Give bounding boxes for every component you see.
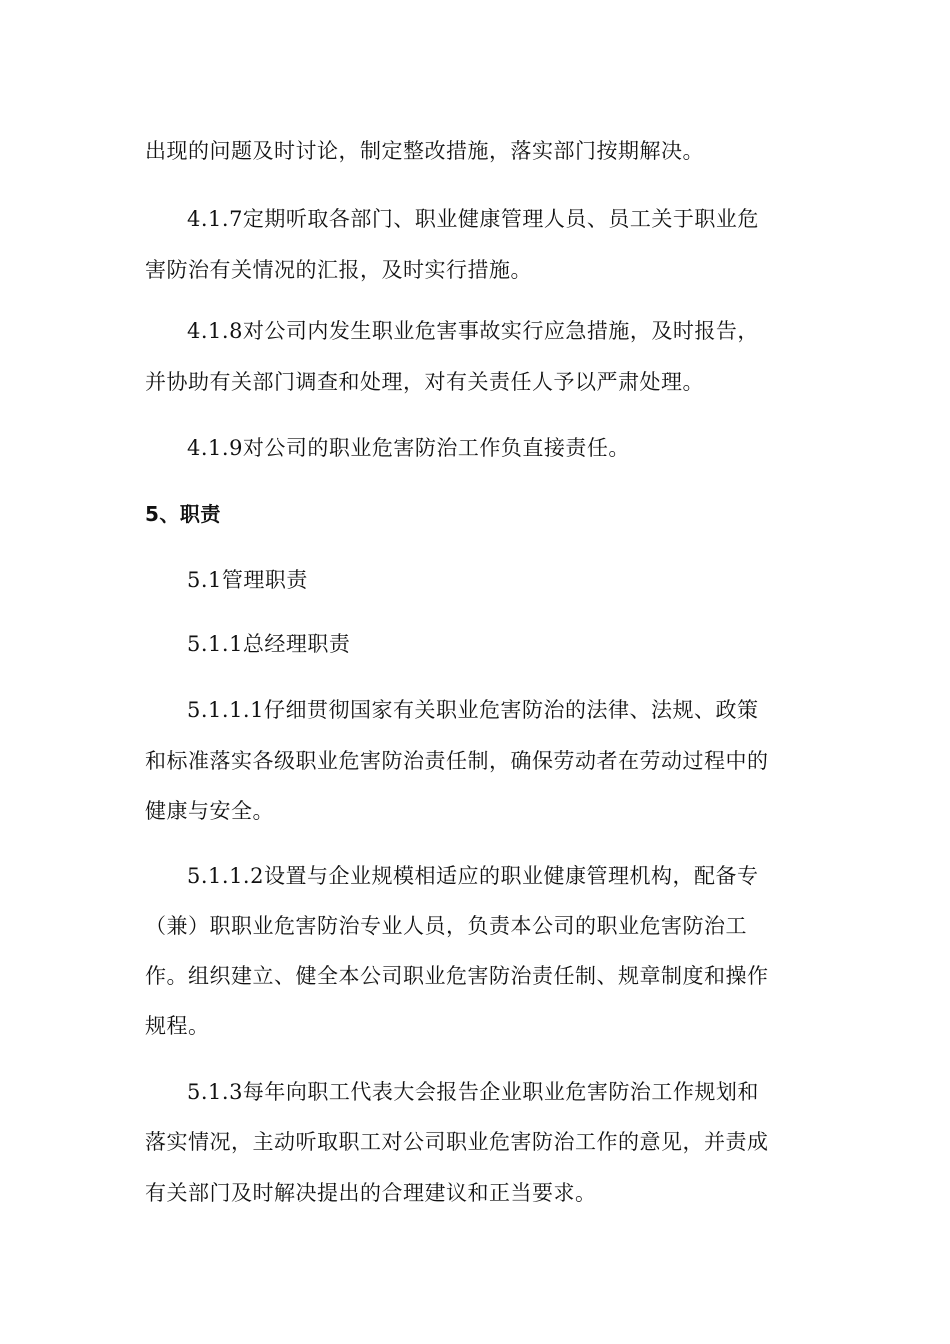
paragraph-line: 5.1.1.2设置与企业规模相适应的职业健康管理机构，配备专: [187, 864, 759, 888]
paragraph-line: 4.1.9对公司的职业危害防治工作负直接责任。: [187, 436, 630, 460]
paragraph-line: 害防治有关情况的汇报，及时实行措施。: [145, 258, 532, 282]
paragraph-line: 健康与安全。: [145, 799, 274, 823]
paragraph-line: 4.1.7定期听取各部门、职业健康管理人员、员工关于职业危: [187, 207, 759, 231]
subsection-heading: 5.1.1总经理职责: [187, 632, 351, 656]
paragraph-line: 4.1.8对公司内发生职业危害事故实行应急措施，及时报告，: [187, 319, 759, 343]
paragraph-line: 规程。: [145, 1014, 210, 1038]
paragraph-line: （兼）职职业危害防治专业人员，负责本公司的职业危害防治工: [145, 914, 747, 938]
paragraph-line: 作。组织建立、健全本公司职业危害防治责任制、规章制度和操作: [145, 964, 769, 988]
paragraph-line: 有关部门及时解决提出的合理建议和正当要求。: [145, 1181, 597, 1205]
paragraph-line: 落实情况，主动听取职工对公司职业危害防治工作的意见，并责成: [145, 1130, 769, 1154]
paragraph-line: 并协助有关部门调查和处理，对有关责任人予以严肃处理。: [145, 370, 704, 394]
paragraph-line: 5.1.3每年向职工代表大会报告企业职业危害防治工作规划和: [187, 1080, 759, 1104]
paragraph-line: 出现的问题及时讨论，制定整改措施，落实部门按期解决。: [145, 139, 704, 163]
subsection-heading: 5.1管理职责: [187, 568, 308, 592]
paragraph-line: 5.1.1.1仔细贯彻国家有关职业危害防治的法律、法规、政策: [187, 698, 759, 722]
section-heading: 5、职责: [145, 502, 221, 526]
paragraph-line: 和标准落实各级职业危害防治责任制，确保劳动者在劳动过程中的: [145, 749, 769, 773]
